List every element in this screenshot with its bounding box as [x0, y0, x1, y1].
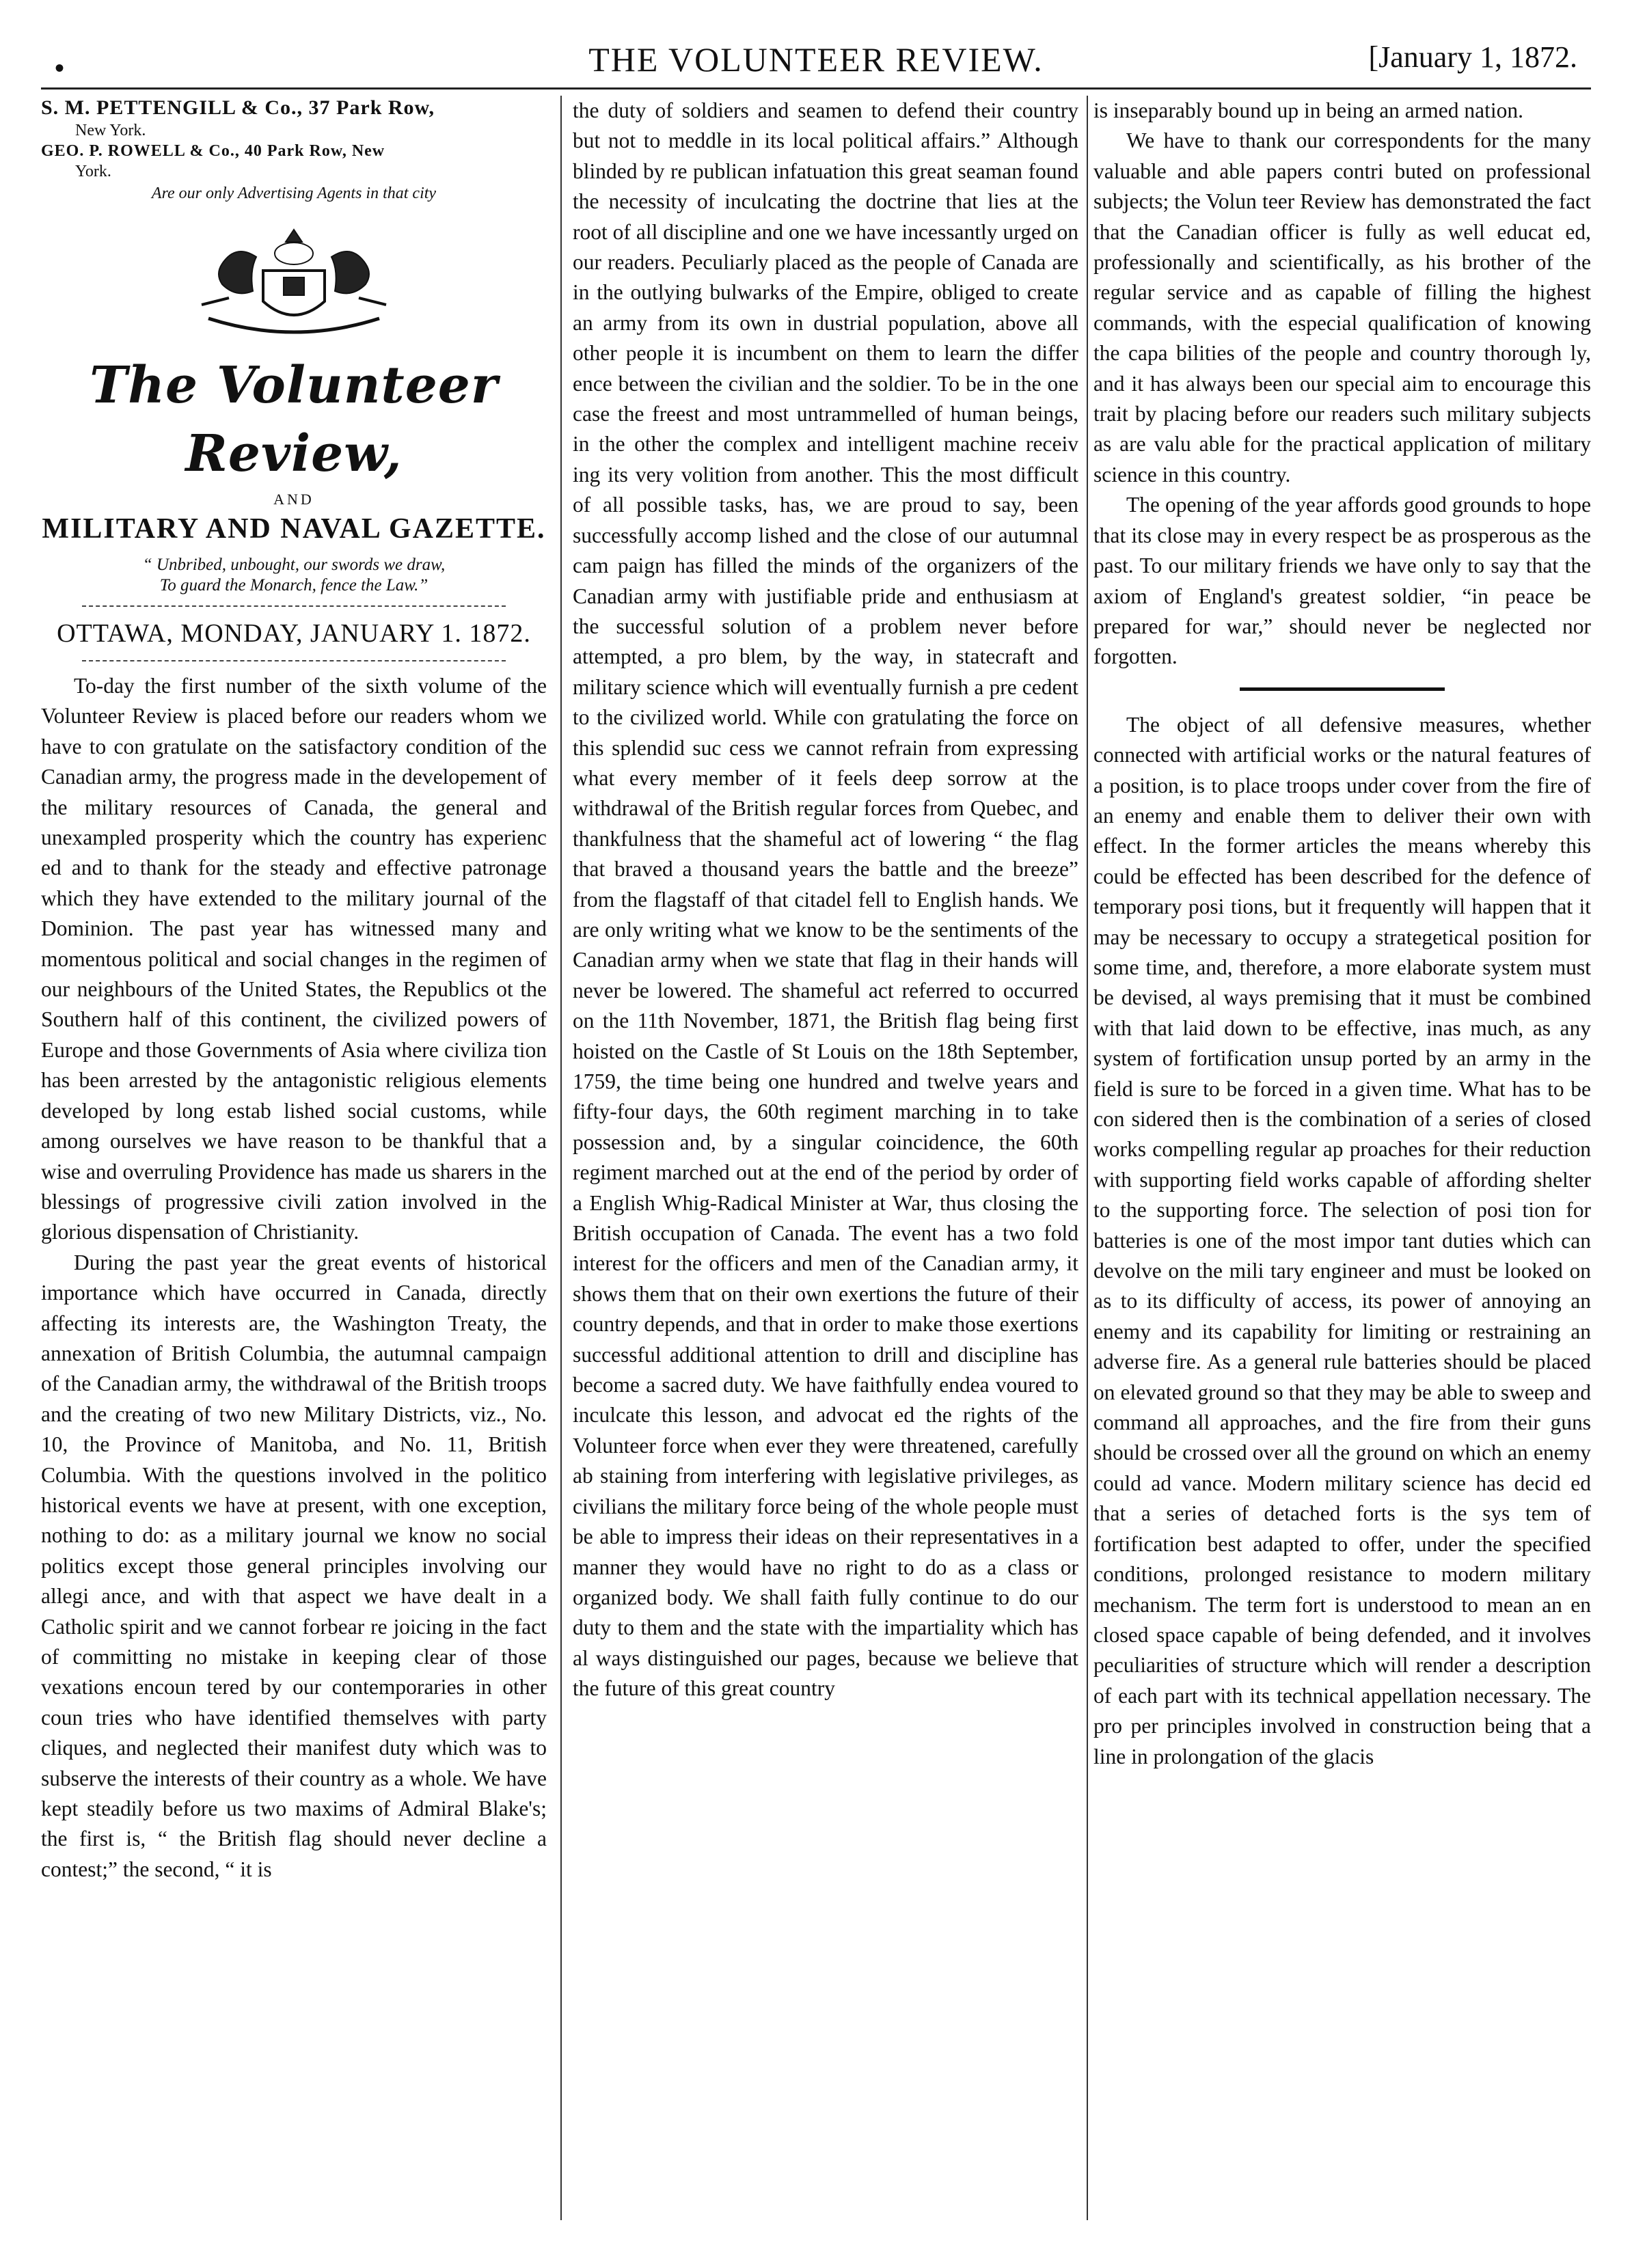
advertiser-line-2b: York. [75, 163, 111, 180]
dashed-rule [82, 605, 506, 607]
column-2 [573, 96, 1078, 2220]
fortification-article-paragraph: The object of all defensive measures, whether connected with artificial works or the natural features of a position, is to place troops under cover from the fire of an enemy and enable them to deliver their own with effect. In the former articles the means whereby this could be effected has been described for the defence of temporary posi tions, but it frequently will happen that it may be necessary to occupy a strategetical position for some time, and, therefore, a more elaborate system must be devised, al ways premising that it must be combined with that laid down to be effective, inas much, as any system of fortification unsup ported by an army in the field is sure to be forced in a given time. What has to be con sidered then is the combination of a series of closed works compelling regular ap proaches for their reduction with supporting field works capable of affording shelter to the supporting force. The selection of posi tion for batteries is one of the most impor tant duties which can devolve on the mili tary engineer and must be looked on as to its difficulty of access, its power of annoying an enemy and its capability for limiting or restraining an adverse fire. As a general rule batteries should be placed on elevated ground so that they may be able to sweep and command all approaches, and the fire from their guns should be crossed over all the ground on which an enemy could ad vance. Modern military science has decid ed that a series of detached forts is the sys tem of fortification best adapted to offer, under the specified conditions, prolonged resistance to modern military mechanism. The term fort is understood to mean an en closed space capable of being defended, and it involves peculiarities of structure which will render a description of each part with its technical appellation necessary. The pro per principles involved in construction being that a line in prolongation of the glacis [1093, 712, 1591, 1768]
running-head-date: [January 1, 1872. [1368, 40, 1577, 74]
editorial-closing-line: is inseparably bound up in being an armed nation. [1093, 98, 1523, 122]
dashed-rule [82, 660, 506, 661]
editorial-continued-paragraph: the duty of soldiers and seamen to defend their country but not to meddle in its local political affairs.” Although blinded by re publican infatuation this great seaman found the necessity of inculcating the doctrine that lies at the root of all discipline and one we have incessantly urged on our readers. Peculiarly placed as the people of Canada are in the outlying bulwarks of the Empire, obliged to create an army from its own in dustrial population, above all other people it is incumbent on them to learn the differ ence between the civilian and the soldier. To be in the one case the freest and most untrammelled of human beings, in the other the complex and intelligent machine receiv ing its very volition from another. This the most difficult of all possible tasks, has, we are proud to say, been successfully accomp lished and the close of our autumnal cam paign has filled the minds of the organizers of the Canadian army with justifiable pride and enthusiasm at the successful solution of a problem never before attempted, a pro blem, by the way, in statecraft and military science which will eventually furnish a pre cedent to the civilized world. While con gratulating the force on this splendid suc cess we cannot refrain from expressing what every member of it feels deep sorrow at the withdrawal of the British regular forces from Quebec, and thankfulness that the shameful act of lowering “ the flag that braved a thousand years the battle and the breeze” from the flagstaff of that citadel fell to English hands. We are only writing what we know to be the sentiments of the Canadian army when we state that flag in their hands will never be lowered. The shameful act referred to occurred on the 11th November, 1871, the British flag being first hoisted on the Castle of St Louis on the 18th September, 1759, the time being one hundred and twelve years and fifty-four days, the 60th regiment marching in to take possession and, by a singular coincidence, the 60th regiment marched out at the end of the period by order of a English Whig-Radical Minister at War, thus closing the British occupation of Canada. The event has a two fold interest for the officers and men of the Canadian army, it shows them that on their own exertions the future of their country depends, and that in order to make those exertions successful additional attention to drill and discipline has become a sacred duty. We have faithfully endea voured to inculcate this lesson, and advocat ed the rights of the Volunteer force when ever they were threatened, carefully ab staining from interfering with legislative privileges, as civilians the military force being of the whole people must be able to impress their ideas on their representatives in a manner they would have no right to do as a class or organized body. We shall faith fully continue to do our duty to them and the state with the impartiality which has al ways distinguished our pages, because we believe that the future of this great country [573, 98, 1078, 1701]
editorial-paragraph-1: To-day the first number of the sixth volume of the Volunteer Review is placed before our readers whom we have to con gratulate on the satisfactory condition of the Canadian army, the progress made in the developement of the military resources of Canada, the general and unexampled prosperity which the country has experienc ed and to thank for the steady and effective patronage which they have extended to the military journal of the Dominion. The past year has witnessed many and momentous political and social changes in the regimen of our neighbours of the United States, the Republics ot the Southern half of this continent, the civilized powers of Europe and those Governments of Asia where civiliza tion has been arrested by the antagonistic religious elements developed by long estab lished social customs, while among ourselves we have reason to be thankful that a wise and overruling Providence has made us sharers in the blessings of progressive civili zation involved in the glorious dispensation of Christianity. [41, 674, 547, 1244]
masthead-and: AND [273, 491, 314, 508]
top-rule [41, 87, 1591, 90]
column-rule-1 [560, 96, 562, 2220]
advertiser-line-1: S. M. PETTENGILL & Co., 37 Park Row, [41, 96, 435, 119]
motto-line-2: To guard the Monarch, fence the Law.” [159, 576, 429, 595]
editorial-paragraph-correspondents: We have to thank our correspondents for the many valuable and able papers contri buted on professional subjects; the Volun teer Review has demonstrated the fact that the Canadian officer is fully as well educat ed, professionally and scientifically, as his brother of the regular service and as capable of filling the highest commands, with the especial qualification of knowing the capa bilities of the people and country thorough ly, and it has always been our special aim to encourage this trait by placing before our readers such military subjects as are valu able for the practical application of military science in this country. [1093, 128, 1591, 487]
masthead-title: The Volunteer Review, [90, 356, 498, 483]
advertiser-line-2: GEO. P. ROWELL & Co., 40 Park Row, New [41, 142, 385, 160]
advertiser-line-1b: New York. [75, 122, 146, 139]
column-3 [1093, 96, 1591, 2220]
dateline: OTTAWA, MONDAY, JANUARY 1. 1872. [57, 619, 531, 648]
advertisers-notice [41, 96, 547, 204]
running-head [55, 40, 1577, 81]
article-separator-rule [1240, 687, 1445, 691]
royal-crest-icon [181, 223, 407, 339]
masthead-subtitle: MILITARY AND NAVAL GAZETTE. [42, 513, 546, 545]
editorial-paragraph-2: During the past year the great events of historical importance which have occurred in Canada, directly affecting its interests are, the Washington Treaty, the annexation of British Columbia, the autumnal campaign of the Canadian army, the withdrawal of the British troops and the creating of two new Military Districts, viz., No. 10, the Province of Manitoba, and No. 11, British Columbia. With the questions involved in the politico historical events we have at present, with one exception, nothing to do: as a military journal we know no social politics except those general principles involving our allegi ance, and with that aspect we have dealt in a Catholic spirit and we cannot forbear re joicing in the fact of committing no mistake in keeping clear of those vexations encoun tered by our contemporaries in other coun tries who have identified themselves with party cliques, and neglected their manifest duty which was to subserve the interests of their country as a whole. We have kept steadily before us two maxims of Admiral Blake's; the first is, “ the British flag should never decline a contest;” the second, “ it is [41, 1250, 547, 1881]
motto-line-1: “ Unbribed, unbought, our swords we draw, [142, 556, 446, 574]
advertiser-line-3: Are our only Advertising Agents in that city [151, 185, 437, 202]
editorial-paragraph-new-year: The opening of the year affords good grounds to hope that its close may in every respect be as prosperous as the past. To our military friends we have only to say that the axiom of England's greatest soldier, “in peace be prepared for war,” should never be neglected nor forgotten. [1093, 493, 1591, 669]
column-rule-2 [1087, 96, 1088, 2220]
running-head-title: THE VOLUNTEER REVIEW. [588, 40, 1044, 79]
printer-mark: • [55, 53, 65, 83]
column-1 [41, 96, 547, 2220]
